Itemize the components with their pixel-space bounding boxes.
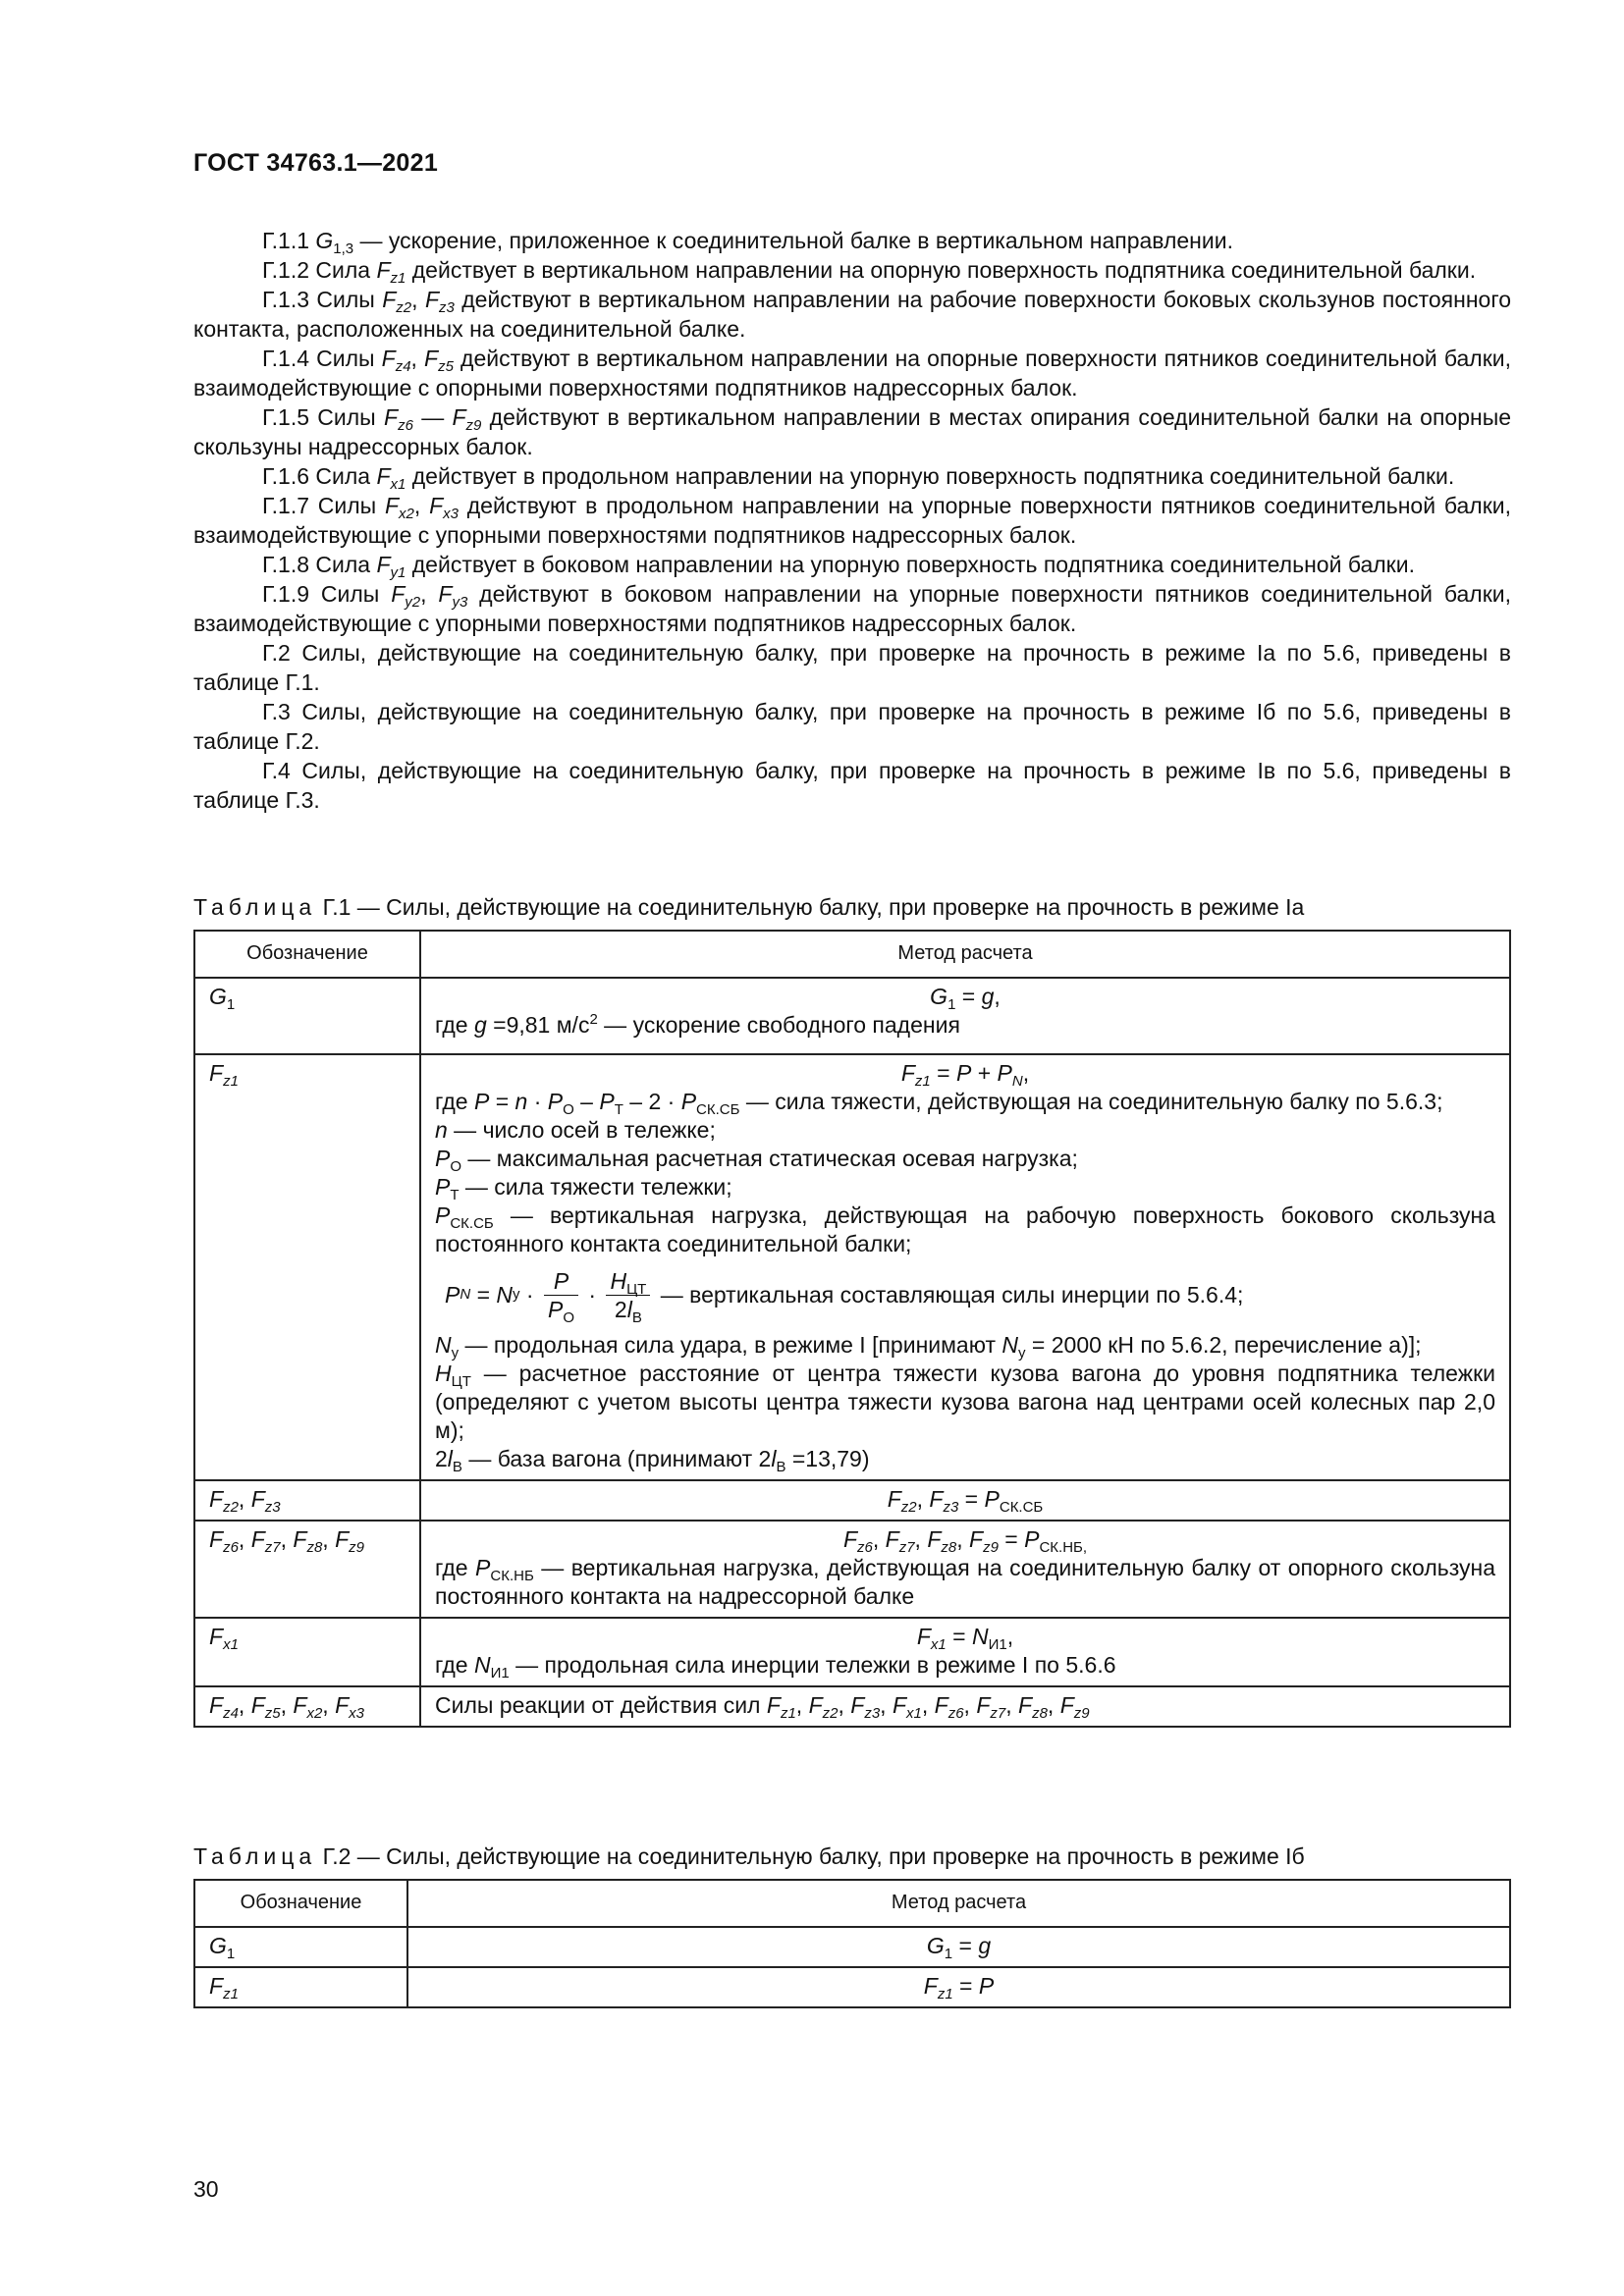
symbol-cell: $F_{x1}$: [194, 1618, 420, 1686]
table-header-row: [194, 1880, 1510, 1927]
table-row: [194, 1521, 1510, 1618]
table1-caption: Таблица Г.1 — Силы, действующие на соединительную балку, при проверке на прочность в режиме Iа: [193, 894, 1305, 920]
inertia-formula: P N = N у · $\frac{P}{P_О}$ · $\frac{H_{ЦТ}}{2l_В}$ — вертикальная составляющая силы инерции по 5.6.4;: [445, 1267, 1244, 1326]
force-symbol: F: [976, 1692, 991, 1718]
force-subscript: z3: [864, 1705, 881, 1722]
force-symbol: F: [850, 1692, 865, 1718]
force-subscript: x1: [906, 1705, 922, 1722]
separator: ,: [1047, 1692, 1060, 1718]
force-subscript: z1: [780, 1705, 796, 1722]
table2-caption: Таблица Г.2 — Силы, действующие на соединительную балку, при проверке на прочность в режиме Iб: [193, 1843, 1305, 1869]
method-cell: $G_1 = g$: [407, 1927, 1510, 1967]
fraction: $\frac{H_{ЦТ}}{2l_В}$: [606, 1267, 650, 1323]
reaction-forces-list: [766, 1692, 1090, 1722]
paragraph: Г.1.1 $G_{1,3}$ — ускорение, приложенное к соединительной балке в вертикальном направлении.: [262, 228, 1233, 257]
symbol-cell: $F_{z4}$, $F_{z5}$, $F_{x2}$, $F_{x3}$: [194, 1686, 420, 1727]
method-cell: Силы реакции от действия сил $F_{z1}$, $F_{z2}$, $F_{z3}$, $F_{x1}$, $F_{z6}$, $F_{z7}$, $F_{z8}$, $F_{z9}$: [420, 1686, 1510, 1727]
symbol-cell: $F_{z2}$, $F_{z3}$: [194, 1480, 420, 1521]
method-cell: $F_{z1} = P$: [407, 1967, 1510, 2007]
document-header: ГОСТ 34763.1—2021: [193, 149, 439, 177]
force-symbol: F: [892, 1692, 906, 1718]
table-row: [194, 1480, 1510, 1521]
body-text: [193, 226, 1511, 815]
method-cell: $F_{z1} = P + P_N$, где $P = n \cdot P_О - P_Т - 2 \cdot P_{СК.СБ}$ — сила тяжести, действующая на соединительную балку по 5.6.3; n — число осей в тележке; $P_О$ — максимальная расчетная статическая осевая нагрузка; $P_Т$ — сила тяжести тележки; $P_{СК.СБ}$ — вертикальная нагрузка, действующая на рабочую поверхность бокового скользуна постоянного контакта соединительной балки; P N = N у · $\frac{P}{P_О}$ · $\frac{H_{ЦТ}}{2l_В}$ — вертикальная составляющая силы инерции по 5.6.4; $N_у$ — продольная сила удара, в режиме I [принимают $N_у = 2000$ кН по 5.6.2, перечисление а)]; $H_{ЦТ}$ — расчетное расстояние от центра тяжести кузова вагона до уровня подпятника тележки (определяют с учетом высоты центра тяжести кузова вагона над центрами осей колесных пар 2,0 м); $2l_В$ — база вагона (принимают $2l_В =13,79$): [420, 1054, 1510, 1480]
force-subscript: z2: [822, 1705, 839, 1722]
force-subscript: z9: [1073, 1705, 1090, 1722]
paragraph: Г.1.5 Силы $F_{z6}$ — $F_{z9}$ действуют в вертикальном направлении в местах опирания соединительной балки на опорные скользуны надрессорных балок.: [193, 404, 1512, 459]
paragraph: Г.4 Силы, действующие на соединительную балку, при проверке на прочность в режиме Iв по 5.6, приведены в таблице Г.3.: [193, 758, 1511, 813]
table-row: [194, 978, 1510, 1054]
paragraph: Г.1.4 Силы $F_{z4}$, $F_{z5}$ действуют в вертикальном направлении на опорные поверхности пятников соединительной балки, взаимодействующие с опорными поверхностями подпятников надрессорных балок.: [193, 346, 1512, 400]
column-header-designation: Обозначение: [194, 931, 420, 978]
table-row: [194, 1927, 1510, 1967]
table-row: [194, 1618, 1510, 1686]
column-header-method: Метод расчета: [407, 1880, 1510, 1927]
separator: ,: [838, 1692, 851, 1718]
separator: ,: [963, 1692, 977, 1718]
paragraph: Г.1.9 Силы $F_{y2}$, $F_{y3}$ действуют в боковом направлении на упорные поверхности пятников соединительной балки, взаимодействующие с упорными поверхностями подпятников надрессорных балок.: [193, 581, 1512, 636]
table-row: [194, 1967, 1510, 2007]
paragraph: Г.2 Силы, действующие на соединительную балку, при проверке на прочность в режиме Iа по 5.6, приведены в таблице Г.1.: [193, 640, 1511, 695]
method-cell: $F_{x1} = N_{И1}$, где $N_{И1}$ — продольная сила инерции тележки в режиме I по 5.6.6: [420, 1618, 1510, 1686]
fraction: $\frac{P}{P_О}$: [544, 1267, 578, 1323]
force-symbol: F: [766, 1692, 781, 1718]
paragraph: Г.1.3 Силы $F_{z2}$, $F_{z3}$ действуют в вертикальном направлении на рабочие поверхности боковых скользунов постоянного контакта, расположенных на соединительной балке.: [193, 287, 1512, 342]
force-symbol: F: [1018, 1692, 1033, 1718]
paragraph: Г.1.6 Сила $F_{x1}$ действует в продольном направлении на упорную поверхность подпятника соединительной балки.: [262, 463, 1455, 493]
table-row: [194, 1054, 1510, 1480]
force-subscript: z7: [990, 1705, 1006, 1722]
table-row: [194, 1686, 1510, 1727]
force-symbol: F: [808, 1692, 823, 1718]
table2: [193, 1879, 1511, 2008]
force-symbol: F: [1059, 1692, 1074, 1718]
paragraph: Г.1.2 Сила $F_{z1}$ действует в вертикальном направлении на опорную поверхность подпятника соединительной балки.: [262, 257, 1477, 287]
method-cell: $F_{z6}$, $F_{z7}$, $F_{z8}$, $F_{z9} = P_{СК.НБ,}$ где $P_{СК.НБ}$ — вертикальная нагрузка, действующая на соединительную балку от опорного скользуна постоянного контакта на надрессорной балке: [420, 1521, 1510, 1618]
table-header-row: [194, 931, 1510, 978]
method-cell: $F_{z2}$, $F_{z3} = P_{СК.СБ}$: [420, 1480, 1510, 1521]
paragraph: Г.3 Силы, действующие на соединительную балку, при проверке на прочность в режиме Iб по 5.6, приведены в таблице Г.2.: [193, 699, 1511, 754]
symbol-cell: $F_{z1}$: [194, 1967, 407, 2007]
paragraph: Г.1.8 Сила $F_{y1}$ действует в боковом направлении на упорную поверхность подпятника соединительной балки.: [262, 552, 1415, 581]
paragraph: Г.1.7 Силы $F_{x2}$, $F_{x3}$ действуют в продольном направлении на упорные поверхности пятников соединительной балки, взаимодействующие с упорными поверхностями подпятников надрессорных балок.: [193, 493, 1511, 548]
force-subscript: z6: [947, 1705, 964, 1722]
symbol-cell: $F_{z1}$: [194, 1054, 420, 1480]
symbol-cell: $G_1$: [194, 1927, 407, 1967]
page-number: 30: [193, 2176, 219, 2202]
force-symbol: F: [934, 1692, 948, 1718]
force-subscript: z8: [1032, 1705, 1048, 1722]
separator: ,: [1005, 1692, 1018, 1718]
symbol-cell: $F_{z6}$, $F_{z7}$, $F_{z8}$, $F_{z9}$: [194, 1521, 420, 1618]
method-cell: $G_1 = g$, где g =9,81 $м/с^2$ — ускорение свободного падения: [420, 978, 1510, 1054]
symbol-cell: $G_1$: [194, 978, 420, 1054]
column-header-designation: Обозначение: [194, 1880, 407, 1927]
separator: ,: [921, 1692, 935, 1718]
table1: [193, 930, 1511, 1728]
separator: ,: [795, 1692, 809, 1718]
separator: ,: [880, 1692, 893, 1718]
column-header-method: Метод расчета: [420, 931, 1510, 978]
